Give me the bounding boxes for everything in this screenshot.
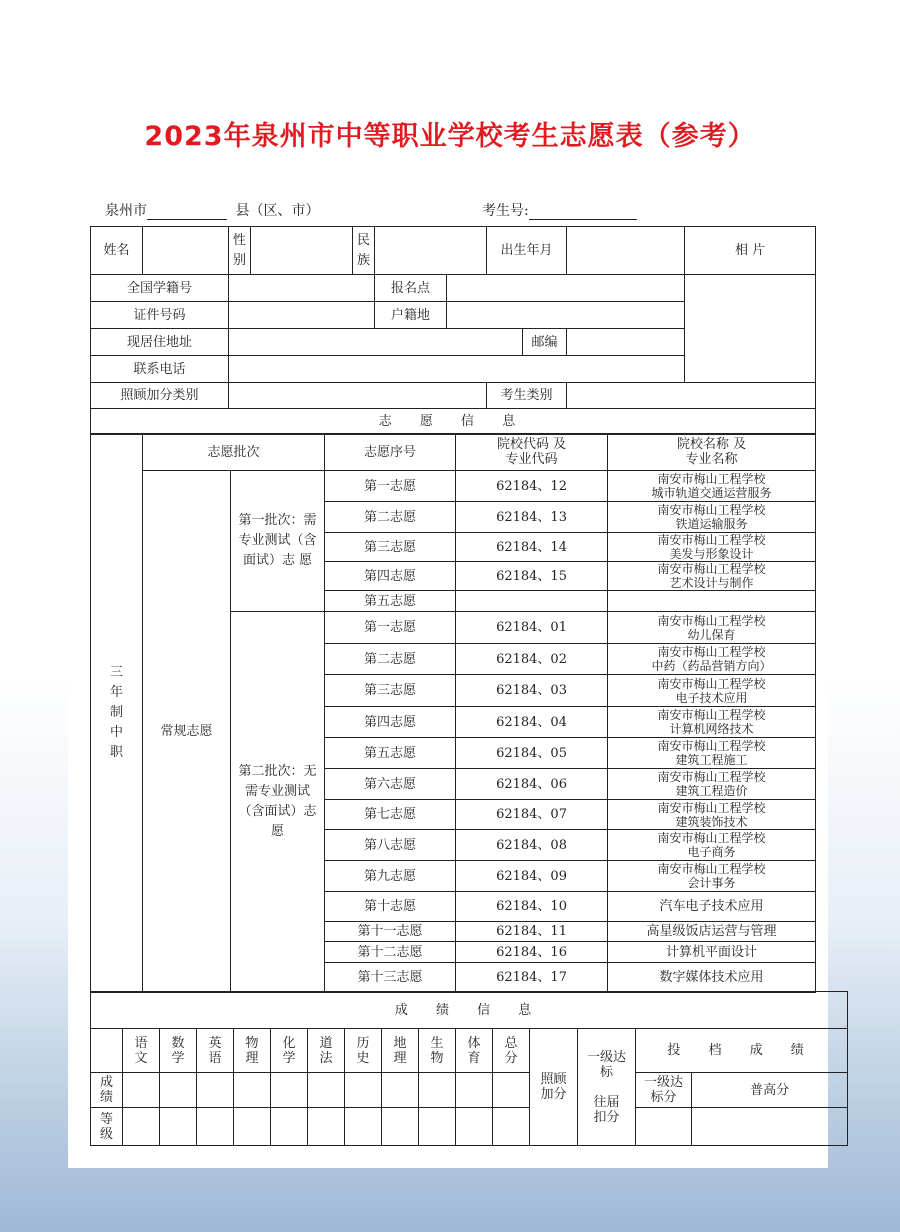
choice-order: 第三志愿 — [325, 675, 456, 707]
score-cell[interactable] — [160, 1073, 197, 1108]
choice-order: 第五志愿 — [325, 591, 456, 612]
gender-field[interactable] — [251, 227, 353, 275]
choice-code[interactable]: 62184、07 — [456, 800, 608, 830]
choice-order: 第四志愿 — [325, 562, 456, 591]
col-code-header: 院校代码 及专业代码 — [456, 434, 608, 471]
choice-school-major[interactable]: 南安市梅山工程学校 电子商务 — [608, 830, 816, 861]
subject-header: 英语 — [197, 1029, 234, 1073]
score-cell[interactable] — [308, 1073, 345, 1108]
subject-header: 物理 — [234, 1029, 271, 1073]
reg-point-field[interactable] — [447, 275, 685, 302]
choice-code[interactable]: 62184、11 — [456, 922, 608, 942]
bonus-type-label: 照顾加分类别 — [91, 383, 229, 409]
score-section-title: 成 绩 信 息 — [91, 992, 848, 1029]
choice-order: 第十一志愿 — [325, 922, 456, 942]
row-grade-label: 等级 — [91, 1108, 123, 1146]
choice-school-major[interactable]: 南安市梅山工程学校 艺术设计与制作 — [608, 562, 816, 591]
grade-cell[interactable] — [419, 1108, 456, 1146]
photo-label: 相 片 — [685, 227, 816, 275]
phone-label: 联系电话 — [91, 356, 229, 383]
name-label: 姓名 — [91, 227, 143, 275]
photo-area[interactable] — [685, 275, 816, 383]
choice-code[interactable]: 62184、08 — [456, 830, 608, 861]
choice-order: 第十二志愿 — [325, 942, 456, 963]
grade-cell[interactable] — [271, 1108, 308, 1146]
choice-school-major[interactable]: 南安市梅山工程学校 计算机网络技术 — [608, 707, 816, 738]
ethnicity-label: 民族 — [353, 227, 375, 275]
archive-general-cell[interactable] — [692, 1108, 848, 1146]
choice-school-major[interactable]: 南安市梅山工程学校 建筑工程施工 — [608, 738, 816, 769]
choice-code[interactable]: 62184、03 — [456, 675, 608, 707]
choice-order: 第二志愿 — [325, 644, 456, 675]
grade-cell[interactable] — [123, 1108, 160, 1146]
choice-code[interactable] — [456, 591, 608, 612]
col-batch-header: 志愿批次 — [143, 434, 325, 471]
choice-order: 第四志愿 — [325, 707, 456, 738]
choice-code[interactable]: 62184、15 — [456, 562, 608, 591]
archive-header: 投 档 成 绩 — [636, 1029, 848, 1073]
choice-order: 第二志愿 — [325, 502, 456, 533]
hukou-field[interactable] — [447, 302, 685, 329]
score-cell[interactable] — [456, 1073, 493, 1108]
subject-header: 总分 — [493, 1029, 530, 1073]
score-cell[interactable] — [234, 1073, 271, 1108]
score-table — [90, 991, 848, 1146]
candidate-type-field[interactable] — [567, 383, 816, 409]
choice-school-major[interactable]: 南安市梅山工程学校 幼儿保育 — [608, 612, 816, 644]
archive-general-header: 普高分 — [692, 1073, 848, 1108]
archive-level-header: 一级达标分 — [636, 1073, 692, 1108]
level-deduct-header: 一级达标 往届扣分 — [578, 1029, 636, 1146]
score-cell[interactable] — [123, 1073, 160, 1108]
city-blank[interactable] — [147, 205, 227, 220]
city-line: 泉州市 县（区、市） — [105, 203, 320, 219]
choice-table — [90, 433, 816, 993]
choice-code[interactable]: 62184、12 — [456, 471, 608, 502]
grade-cell[interactable] — [345, 1108, 382, 1146]
choice-school-major[interactable]: 南安市梅山工程学校 电子技术应用 — [608, 675, 816, 707]
grade-cell[interactable] — [308, 1108, 345, 1146]
subject-header: 地理 — [382, 1029, 419, 1073]
candidate-type-label: 考生类别 — [487, 383, 567, 409]
choice-code[interactable]: 62184、04 — [456, 707, 608, 738]
row-score-label: 成绩 — [91, 1073, 123, 1108]
address-field[interactable] — [229, 329, 523, 356]
choice-school-major[interactable]: 南安市梅山工程学校 建筑装饰技术 — [608, 800, 816, 830]
subject-header: 道法 — [308, 1029, 345, 1073]
choice-school-major[interactable]: 南安市梅山工程学校 城市轨道交通运营服务 — [608, 471, 816, 502]
choice-school-major[interactable]: 南安市梅山工程学校 会计事务 — [608, 861, 816, 892]
ethnicity-field[interactable] — [375, 227, 487, 275]
choice-code[interactable]: 62184、05 — [456, 738, 608, 769]
choice-order: 第八志愿 — [325, 830, 456, 861]
gender-label: 性别 — [229, 227, 251, 275]
subject-header: 生物 — [419, 1029, 456, 1073]
choice-code[interactable]: 62184、16 — [456, 942, 608, 963]
choice-code[interactable]: 62184、01 — [456, 612, 608, 644]
choice-order: 第九志愿 — [325, 861, 456, 892]
program-label: 三年制中职 — [91, 434, 143, 993]
choice-order: 第五志愿 — [325, 738, 456, 769]
name-field[interactable] — [143, 227, 229, 275]
grade-cell[interactable] — [456, 1108, 493, 1146]
choice-order: 第三志愿 — [325, 533, 456, 562]
choice-order: 第十三志愿 — [325, 963, 456, 993]
subject-header: 体育 — [456, 1029, 493, 1073]
batch1-label: 第一批次：需专业测试（含面试）志 愿 — [231, 471, 325, 612]
choice-code[interactable]: 62184、13 — [456, 502, 608, 533]
exam-no-blank[interactable] — [529, 205, 637, 220]
score-cell[interactable] — [493, 1073, 530, 1108]
score-cell[interactable] — [345, 1073, 382, 1108]
birth-field[interactable] — [567, 227, 685, 275]
grade-cell[interactable] — [382, 1108, 419, 1146]
page-title: 2023年泉州市中等职业学校考生志愿表（参考） — [144, 121, 756, 152]
score-cell[interactable] — [382, 1073, 419, 1108]
grade-cell[interactable] — [493, 1108, 530, 1146]
grade-cell[interactable] — [197, 1108, 234, 1146]
subject-header: 语文 — [123, 1029, 160, 1073]
grade-cell[interactable] — [160, 1108, 197, 1146]
choice-section-title: 志 愿 信 息 — [91, 409, 816, 435]
choice-school-major[interactable]: 南安市梅山工程学校 建筑工程造价 — [608, 769, 816, 800]
grade-cell[interactable] — [234, 1108, 271, 1146]
birth-label: 出生年月 — [487, 227, 567, 275]
subject-header: 化学 — [271, 1029, 308, 1073]
batch2-label: 第二批次：无需专业测试（含面试）志 愿 — [231, 612, 325, 993]
choice-code[interactable]: 62184、02 — [456, 644, 608, 675]
choice-order: 第一志愿 — [325, 471, 456, 502]
archive-level-cell[interactable] — [636, 1108, 692, 1146]
phone-field[interactable] — [229, 356, 685, 383]
choice-order: 第七志愿 — [325, 800, 456, 830]
choice-code[interactable]: 62184、06 — [456, 769, 608, 800]
choice-school-major[interactable]: 南安市梅山工程学校 铁道运输服务 — [608, 502, 816, 533]
score-cell[interactable] — [419, 1073, 456, 1108]
choice-code[interactable]: 62184、10 — [456, 892, 608, 922]
bonus-type-field[interactable] — [229, 383, 487, 409]
choice-code[interactable]: 62184、09 — [456, 861, 608, 892]
choice-order: 第十志愿 — [325, 892, 456, 922]
col-order-header: 志愿序号 — [325, 434, 456, 471]
choice-order: 第六志愿 — [325, 769, 456, 800]
col-name-header: 院校名称 及专业名称 — [608, 434, 816, 471]
choice-school-major[interactable]: 计算机平面设计 — [608, 942, 816, 963]
score-cell[interactable] — [271, 1073, 308, 1108]
info-table — [90, 226, 816, 435]
choice-school-major[interactable]: 汽车电子技术应用 — [608, 892, 816, 922]
score-cell[interactable] — [197, 1073, 234, 1108]
id-no-label: 证件号码 — [91, 302, 229, 329]
choice-school-major[interactable]: 高星级饭店运营与管理 — [608, 922, 816, 942]
choice-code[interactable]: 62184、17 — [456, 963, 608, 993]
choice-school-major[interactable] — [608, 591, 816, 612]
choice-school-major[interactable]: 南安市梅山工程学校 中药（药品营销方向） — [608, 644, 816, 675]
category-label: 常规志愿 — [143, 471, 231, 993]
exam-no-line: 考生号: — [482, 200, 637, 220]
choice-school-major[interactable]: 数字媒体技术应用 — [608, 963, 816, 993]
reg-point-label: 报名点 — [375, 275, 447, 302]
id-no-field[interactable] — [229, 302, 375, 329]
subject-header: 历史 — [345, 1029, 382, 1073]
address-label: 现居住地址 — [91, 329, 229, 356]
choice-school-major[interactable]: 南安市梅山工程学校 美发与形象设计 — [608, 533, 816, 562]
subject-header: 数学 — [160, 1029, 197, 1073]
choice-order: 第一志愿 — [325, 612, 456, 644]
bonus-header: 照顾加分 — [530, 1029, 578, 1146]
score-corner — [91, 1029, 123, 1073]
postcode-field[interactable] — [567, 329, 685, 356]
choice-code[interactable]: 62184、14 — [456, 533, 608, 562]
student-id-label: 全国学籍号 — [91, 275, 229, 302]
postcode-label: 邮编 — [523, 329, 567, 356]
hukou-label: 户籍地 — [375, 302, 447, 329]
student-id-field[interactable] — [229, 275, 375, 302]
